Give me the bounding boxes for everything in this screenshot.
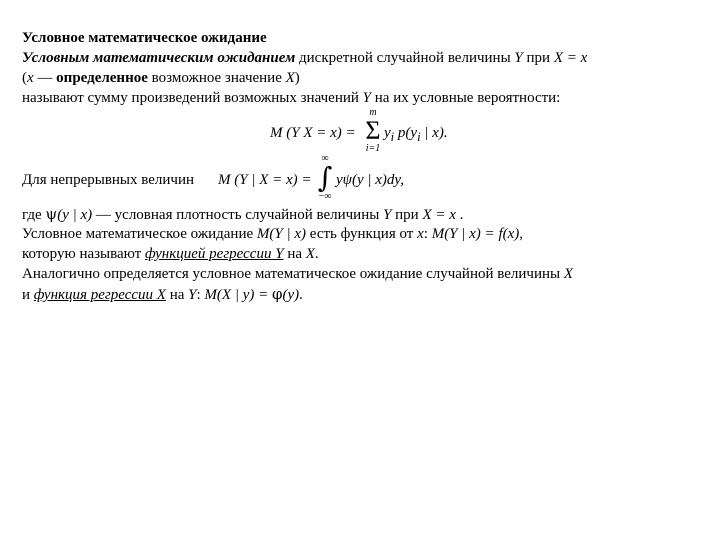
cond-exp-f: f bbox=[498, 226, 503, 242]
integral-symbol bbox=[316, 154, 334, 202]
cond-exp-pre: Условное математическое ожидание bbox=[22, 226, 257, 242]
paren-close: ) bbox=[294, 70, 300, 86]
psi-args: (y | x) bbox=[57, 207, 93, 223]
cond-exp-args: (Y | x) bbox=[269, 226, 307, 242]
where-Y: Y bbox=[383, 207, 392, 223]
cond-exp-M: M bbox=[256, 226, 270, 242]
var-X: X bbox=[285, 70, 295, 86]
cond-exp-mid: есть функция от bbox=[306, 226, 418, 242]
definition-line-3 bbox=[22, 88, 702, 108]
formula-discrete bbox=[22, 108, 702, 160]
integral-lower: −∞ bbox=[318, 191, 332, 202]
rhs-y: y bbox=[384, 125, 391, 141]
document-title: Условное математическое ожидание bbox=[22, 30, 267, 46]
regress-term: функцией регрессии Y bbox=[145, 246, 284, 262]
where-line bbox=[22, 204, 702, 224]
psi-symbol: ψ bbox=[45, 205, 58, 223]
continuous-rhs: yψ(y | x)dy, bbox=[336, 172, 404, 188]
regress-X: X bbox=[305, 246, 315, 262]
definition-line-2 bbox=[22, 68, 702, 88]
rhs-end: | x). bbox=[420, 125, 448, 141]
document-body bbox=[22, 28, 702, 304]
analog2-colon: : bbox=[196, 287, 205, 303]
cond-exp-args2: (Y | x) = bbox=[444, 226, 499, 242]
dash: — bbox=[33, 70, 57, 86]
rhs-sub-1: i bbox=[390, 130, 395, 144]
cond-exp-line bbox=[22, 224, 702, 244]
analog2-Y: Y bbox=[188, 287, 197, 303]
definition-line-1 bbox=[22, 48, 702, 68]
integral-icon: ∫ bbox=[317, 161, 333, 194]
formula-rhs bbox=[384, 123, 448, 147]
analog-text: Аналогично определяется условное математическое ожидание случайной величины bbox=[22, 266, 564, 282]
analog2-phiarg: (y) bbox=[282, 287, 300, 303]
analog-line-2 bbox=[22, 284, 702, 304]
paren-open: ( bbox=[22, 70, 27, 86]
sum-symbol bbox=[364, 108, 382, 154]
var-x: x bbox=[27, 70, 34, 86]
definition-text-3b: на их условные вероятности: bbox=[371, 90, 561, 106]
regress-mid: на bbox=[283, 246, 306, 262]
analog2-mid: на bbox=[165, 287, 189, 303]
where-pri: при bbox=[391, 207, 423, 223]
definition-pri: при bbox=[522, 50, 554, 66]
var-Y: Y bbox=[362, 90, 372, 106]
sigma-icon: Σ bbox=[365, 116, 381, 145]
definition-term: Условным математическим ожиданием bbox=[22, 50, 296, 66]
condition: X = x bbox=[553, 50, 588, 66]
continuous-lhs: M (Y | X = x) = bbox=[218, 172, 312, 188]
analog2-pre: и bbox=[22, 287, 34, 303]
continuous-label: Для непрерывных величин bbox=[22, 172, 195, 188]
where-cond: X = x bbox=[422, 207, 456, 223]
bold-word: определенное bbox=[56, 70, 148, 86]
sum-lower: i=1 bbox=[365, 143, 381, 154]
analog2-term: функция регрессии X bbox=[33, 287, 166, 303]
integral-upper: ∞ bbox=[321, 153, 329, 164]
analog2-M: M bbox=[204, 287, 217, 303]
formula-continuous bbox=[22, 153, 702, 204]
analog-line bbox=[22, 264, 702, 284]
regression-line bbox=[22, 244, 702, 264]
cond-exp-x: x bbox=[417, 226, 424, 242]
analog2-args: (X | y) = bbox=[216, 287, 272, 303]
analog-X: X bbox=[563, 266, 574, 282]
var-y: Y bbox=[514, 50, 523, 66]
cond-exp-fx: (x) bbox=[502, 226, 520, 242]
where-mid: — условная плотность случайной величины bbox=[92, 207, 384, 223]
sum-upper: m bbox=[369, 107, 377, 118]
formula-lhs: M (Y X = x) = bbox=[270, 125, 356, 141]
definition-text: дискретной случайной величины bbox=[295, 50, 515, 66]
phi-symbol: φ bbox=[271, 285, 283, 303]
cond-exp-colon: : bbox=[423, 226, 432, 242]
definition-text-2: возможное значение bbox=[147, 70, 286, 86]
rhs-sub-2: i bbox=[417, 130, 421, 144]
where-pre: где bbox=[22, 207, 46, 223]
cond-exp-comma: , bbox=[519, 226, 524, 242]
where-end: . bbox=[455, 207, 464, 223]
definition-text-3: называют сумму произведений возможных значений bbox=[22, 90, 363, 106]
analog2-end: . bbox=[299, 287, 303, 303]
cond-exp-M2: M bbox=[431, 226, 445, 242]
regress-pre: которую называют bbox=[22, 246, 145, 262]
rhs-p: p(y bbox=[394, 125, 418, 141]
regress-end: . bbox=[314, 246, 319, 262]
